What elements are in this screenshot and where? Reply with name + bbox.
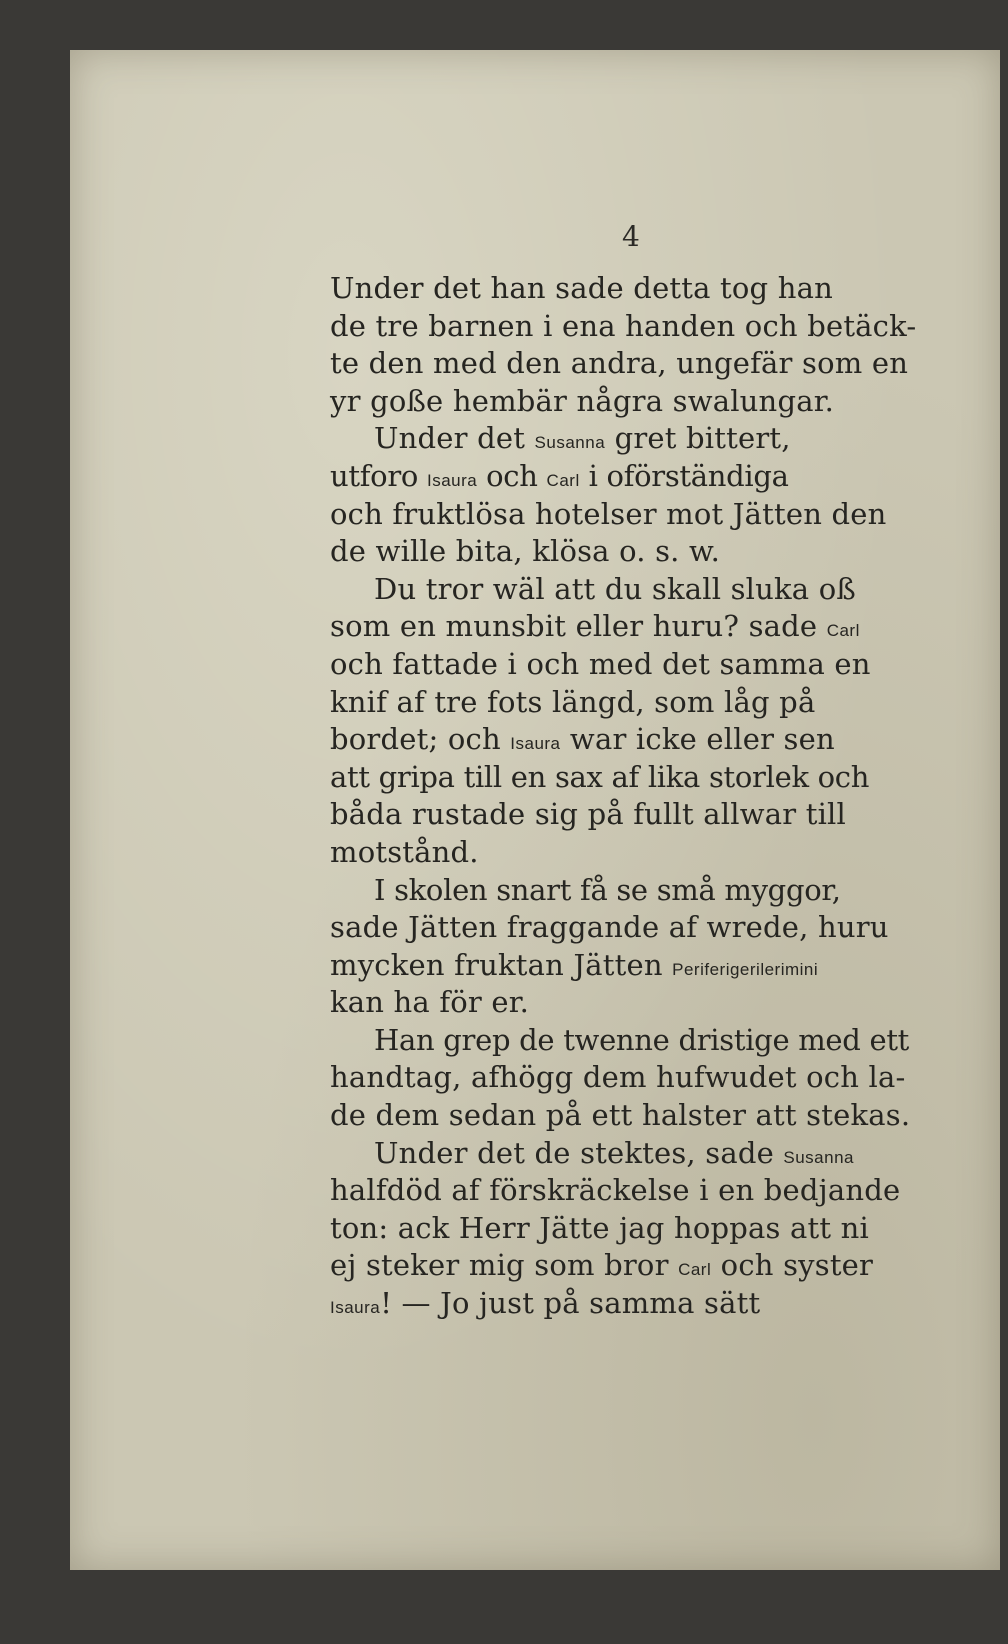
text-line: Under det de stektes, sade Susanna	[374, 1135, 855, 1170]
text-line: Isaura! — Jo just på samma sätt	[330, 1286, 761, 1321]
character-name: Susanna	[783, 1147, 855, 1167]
text-line: de tre barnen i ena handen och betäck-	[330, 308, 917, 343]
text-line: mycken fruktan Jätten Periferigerilerimini	[330, 947, 819, 982]
text-line: handtag, afhögg dem hufwudet och la-	[330, 1060, 906, 1095]
text-line: yr goße hembär några swalungar.	[330, 383, 834, 418]
text-line: Under det han sade detta tog han	[330, 271, 833, 305]
character-name: Isaura	[510, 734, 561, 754]
book-page	[70, 50, 1000, 1570]
text-line: Under det Susanna gret bittert,	[374, 421, 791, 456]
text-line: Du tror wäl att du skall sluka oß	[374, 571, 856, 606]
text-line: båda rustade sig på fullt allwar till	[330, 797, 846, 832]
character-name: Isaura	[330, 1298, 381, 1318]
text-line: utforo Isaura och Carl i oförständiga	[330, 458, 789, 493]
text-line: och fruktlösa hotelser mot Jätten den	[330, 496, 887, 531]
text-line: och fattade i och med det samma en	[330, 646, 871, 681]
text-line: motstånd.	[330, 834, 479, 869]
text-line: de dem sedan på ett halster att stekas.	[330, 1098, 911, 1133]
text-line: att gripa till en sax af lika storlek och	[330, 759, 870, 794]
text-line: Han grep de twenne dristige med ett	[374, 1022, 910, 1057]
text-line: knif af tre fots längd, som låg på	[330, 684, 816, 719]
character-name: Periferigerilerimini	[672, 959, 819, 979]
text-line: ej steker mig som bror Carl och syster	[330, 1248, 874, 1283]
text-line: I skolen snart få se små myggor,	[374, 872, 841, 907]
text-line: te den med den andra, ungefär som en	[330, 346, 909, 381]
text-line: de wille bita, klösa o. s. w.	[330, 534, 720, 569]
text-line: som en munsbit eller huru? sade Carl	[330, 609, 860, 644]
text-line: halfdöd af förskräckelse i en bedjande	[330, 1173, 901, 1208]
character-name: Carl	[678, 1260, 712, 1280]
character-name: Susanna	[534, 433, 606, 453]
character-name: Carl	[826, 621, 860, 641]
character-name: Carl	[546, 470, 580, 490]
text-line: bordet; och Isaura war icke eller sen	[330, 722, 835, 757]
page-number: 4	[622, 220, 640, 253]
text-line: sade Jätten fraggande af wrede, huru	[330, 910, 889, 945]
text-line: kan ha för er.	[330, 985, 530, 1020]
character-name: Isaura	[426, 470, 478, 490]
text-line: ton: ack Herr Jätte jag hoppas att ni	[330, 1210, 869, 1245]
body-text	[330, 270, 950, 1323]
